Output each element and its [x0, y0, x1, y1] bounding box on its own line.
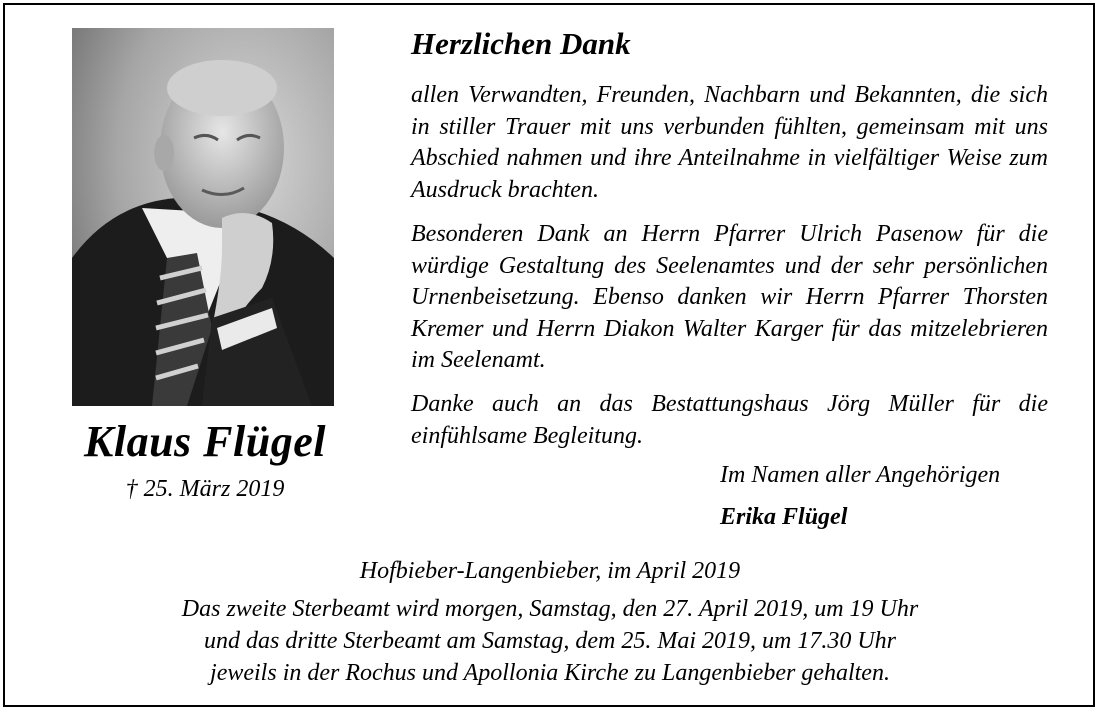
thanks-paragraph-2: Besonderen Dank an Herrn Pfarrer Ulrich Pasenow für die würdige Gestaltung des Seelenamtes und der sehr persönlichen Urnenbeisetzung. Ebenso danken wir Herrn Pfarrer Thorsten Kremer und Herrn Diakon Walter Karger für das mitzelebrieren im Seelenamt.	[411, 221, 1048, 373]
deceased-name: Klaus Flügel	[84, 417, 326, 466]
signature-line: Im Namen aller Angehörigen	[720, 462, 1001, 488]
signature-name: Erika Flügel	[720, 504, 848, 530]
thanks-paragraph-1: allen Verwandten, Freunden, Nachbarn und Bekannten, die sich in stiller Trauer mit uns verbunden fühlten, gemeinsam mit uns Abschied nahmen und ihre Anteilnahme in vielfältiger Weise zum Ausdruck brachten.	[411, 82, 1048, 203]
thanks-heading: Herzlichen Dank	[411, 26, 631, 61]
thanks-paragraph-3: Danke auch an das Bestattungshaus Jörg Müller für die einfühlsame Begleitung.	[411, 391, 1048, 449]
place-date: Hofbieber-Langenbieber, im April 2019	[359, 558, 741, 584]
service-info-line-3: jeweils in der Rochus und Apollonia Kirche zu Langenbieber gehalten.	[210, 660, 890, 686]
death-date: † 25. März 2019	[125, 476, 285, 502]
service-info-line-2: und das dritte Sterbeamt am Samstag, dem 25. Mai 2019, um 17.30 Uhr	[204, 628, 896, 654]
portrait-photo	[72, 28, 334, 406]
service-info-line-1: Das zweite Sterbeamt wird morgen, Samstag, den 27. April 2019, um 19 Uhr	[181, 596, 919, 622]
